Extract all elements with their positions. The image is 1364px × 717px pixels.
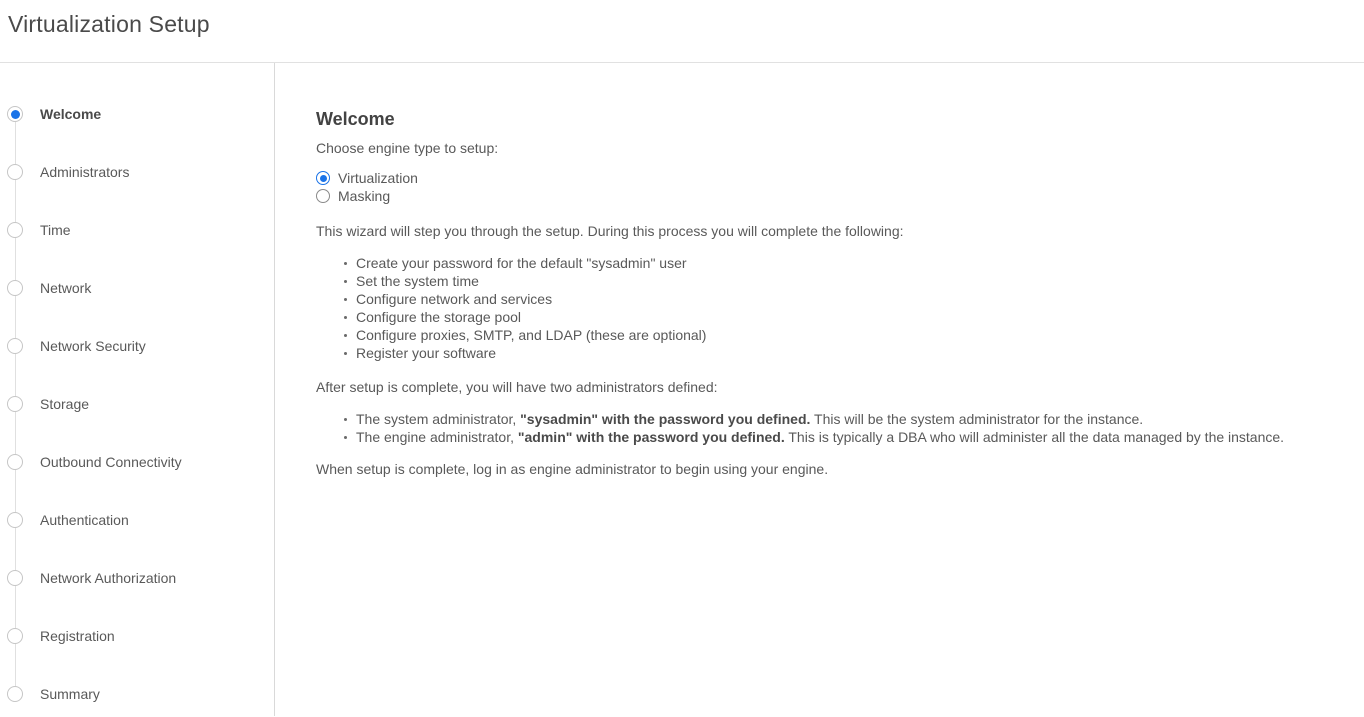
step-label: Network Authorization (40, 570, 177, 586)
sidebar-step-administrators[interactable] (0, 143, 274, 201)
setup-tasks-list (316, 254, 1324, 362)
radio-label: Virtualization (338, 170, 418, 186)
step-label: Network Security (40, 338, 146, 354)
list-item: Configure proxies, SMTP, and LDAP (these are optional) (356, 326, 1324, 344)
step-radio-icon (7, 338, 23, 354)
sidebar-step-storage[interactable] (0, 375, 274, 433)
radio-virtualization[interactable] (316, 169, 1324, 187)
step-radio-icon (7, 454, 23, 470)
sidebar-step-outbound-connectivity[interactable] (0, 433, 274, 491)
sidebar-step-network-security[interactable] (0, 317, 274, 375)
radio-label: Masking (338, 188, 391, 204)
step-label: Summary (40, 686, 100, 702)
choose-engine-label: Choose engine type to setup: (316, 140, 499, 156)
layout (0, 63, 1364, 716)
page-header (0, 0, 1364, 63)
outro-text: When setup is complete, log in as engine administrator to begin using your engine. (316, 461, 829, 477)
step-label: Authentication (40, 512, 129, 528)
sidebar-step-summary[interactable] (0, 665, 274, 717)
step-radio-icon (7, 570, 23, 586)
radio-icon (316, 189, 330, 203)
radio-masking[interactable] (316, 187, 1324, 205)
sidebar-step-network[interactable] (0, 259, 274, 317)
sidebar-step-registration[interactable] (0, 607, 274, 665)
radio-icon (316, 171, 330, 185)
step-label: Administrators (40, 164, 130, 180)
step-radio-icon (7, 396, 23, 412)
list-item: The system administrator, "sysadmin" with the password you defined. This will be the system administrator for the instance. (356, 410, 1324, 428)
step-label: Registration (40, 628, 115, 644)
wizard-intro-text: This wizard will step you through the setup. During this process you will complete the following: (316, 223, 904, 239)
page-title: Virtualization Setup (8, 11, 210, 37)
list-item: Register your software (356, 344, 1324, 362)
step-radio-icon (7, 164, 23, 180)
step-radio-icon (7, 686, 23, 702)
content-heading: Welcome (316, 109, 395, 129)
administrators-list (316, 410, 1324, 446)
engine-type-radio-group (316, 169, 1324, 205)
step-radio-icon (7, 512, 23, 528)
step-label: Storage (40, 396, 90, 412)
sidebar-step-time[interactable] (0, 201, 274, 259)
step-label: Welcome (40, 106, 102, 122)
step-label: Time (40, 222, 71, 238)
list-item: Configure network and services (356, 290, 1324, 308)
list-item: Configure the storage pool (356, 308, 1324, 326)
step-radio-icon (7, 106, 23, 122)
main-content (275, 63, 1364, 716)
sidebar-step-welcome[interactable] (0, 85, 274, 143)
admins-intro-text: After setup is complete, you will have two administrators defined: (316, 379, 718, 395)
list-item: The engine administrator, "admin" with the password you defined. This is typically a DBA who will administer all the data managed by the instance. (356, 428, 1324, 446)
sidebar-step-authentication[interactable] (0, 491, 274, 549)
sidebar-step-network-authorization[interactable] (0, 549, 274, 607)
setup-steps-sidebar (0, 63, 275, 716)
step-radio-icon (7, 280, 23, 296)
list-item: Create your password for the default "sysadmin" user (356, 254, 1324, 272)
step-label: Network (40, 280, 92, 296)
step-radio-icon (7, 222, 23, 238)
list-item: Set the system time (356, 272, 1324, 290)
step-label: Outbound Connectivity (40, 454, 182, 470)
step-radio-icon (7, 628, 23, 644)
